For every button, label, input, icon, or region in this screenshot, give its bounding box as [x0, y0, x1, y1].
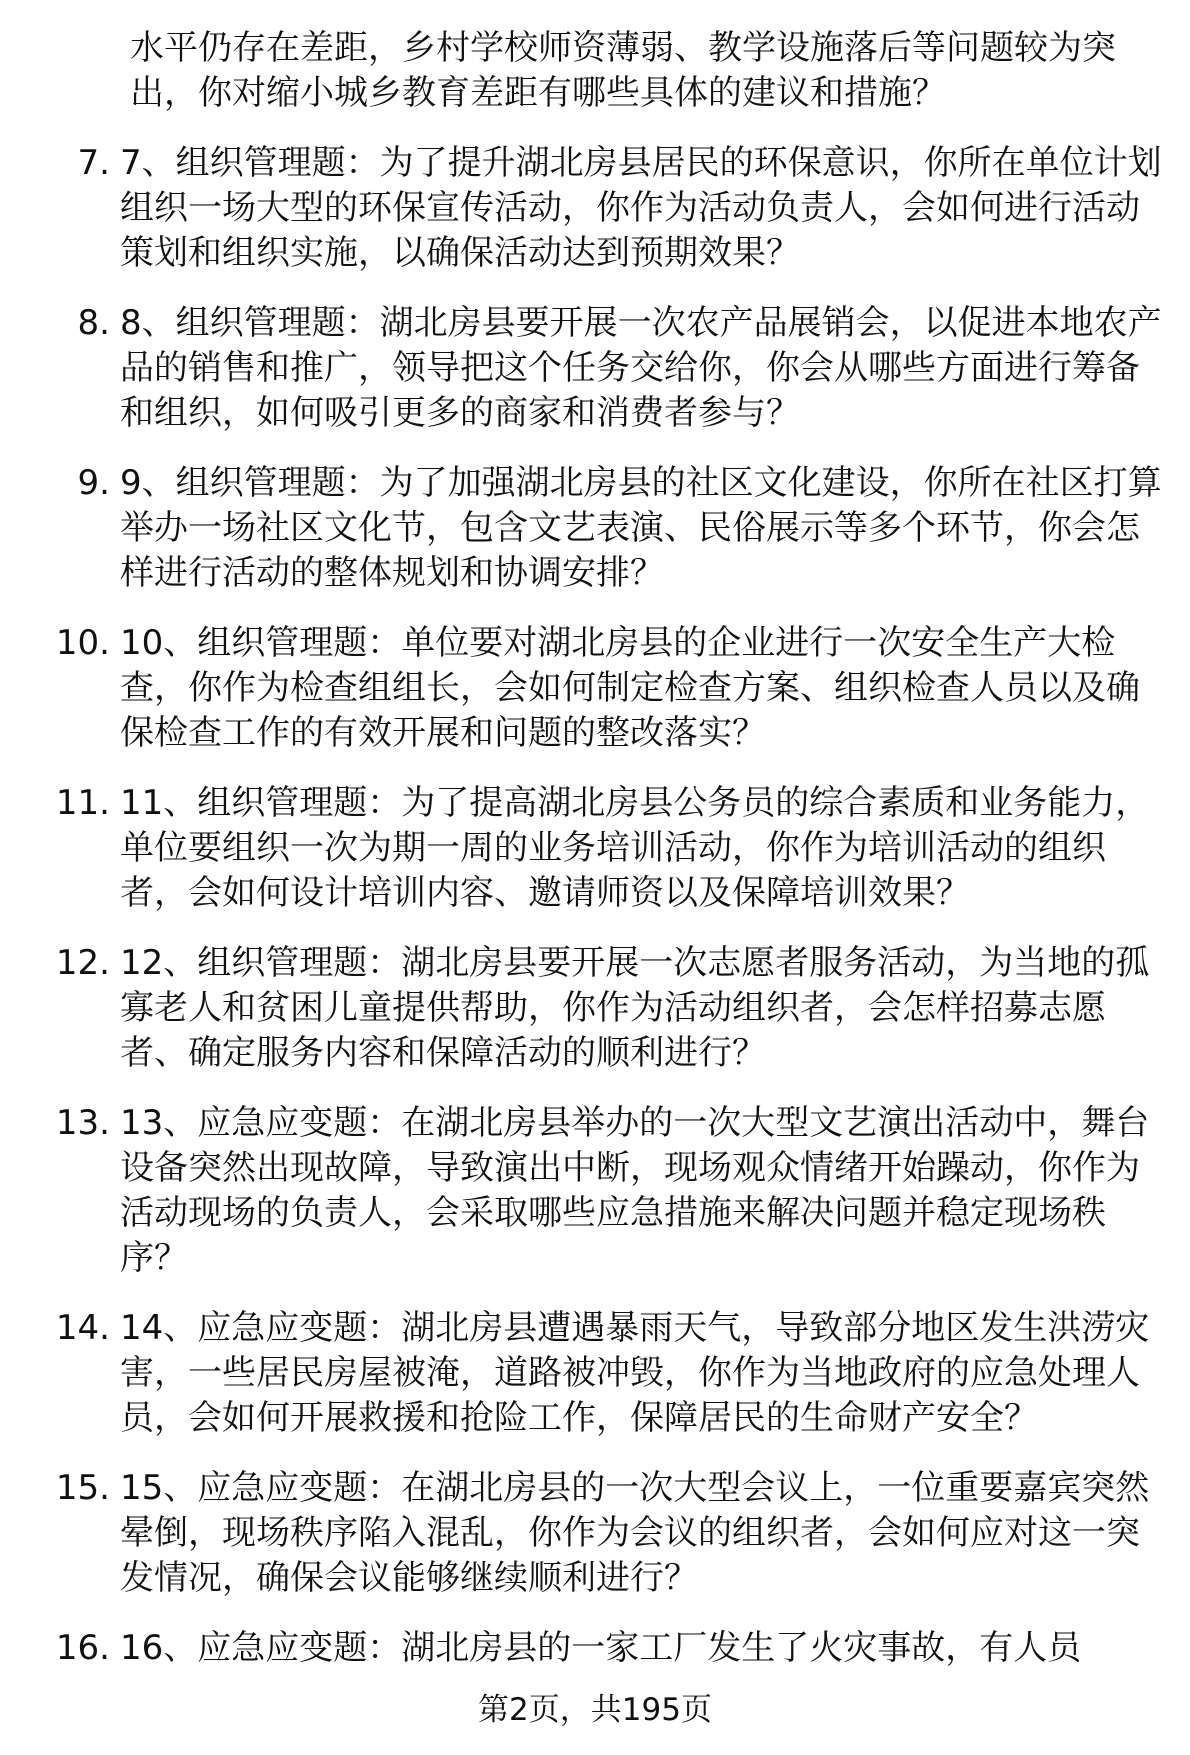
item-text: 16、应急应变题：湖北房县的一家工厂发生了火灾事故，有人员 [120, 1628, 1082, 1668]
item-number: 13. [55, 1103, 110, 1143]
item-number: 10. [55, 623, 110, 663]
list-item [0, 621, 1190, 756]
item-number: 14. [55, 1308, 110, 1348]
item-number: 15. [55, 1468, 110, 1508]
item-text: 14、应急应变题：湖北房县遭遇暴雨天气，导致部分地区发生洪涝灾害，一些居民房屋被淹，道路被冲毁，你作为当地政府的应急处理人员，会如何开展救援和抢险工作，保障居民的生命财产安全？ [120, 1308, 1150, 1438]
list-item [0, 941, 1190, 1076]
continued-paragraph: 水平仍存在差距，乡村学校师资薄弱、教学设施落后等问题较为突出，你对缩小城乡教育差距有哪些具体的建议和措施？ [130, 28, 1116, 113]
list-item [0, 781, 1190, 916]
item-number: 9. [77, 463, 110, 503]
question-list [0, 26, 1190, 1671]
item-text: 15、应急应变题：在湖北房县的一次大型会议上，一位重要嘉宾突然晕倒，现场秩序陷入混乱，你作为会议的组织者，会如何应对这一突发情况，确保会议能够继续顺利进行？ [120, 1468, 1150, 1598]
item-number: 8. [77, 303, 110, 343]
item-text: 7、组织管理题：为了提升湖北房县居民的环保意识，你所在单位计划组织一场大型的环保宣传活动，你作为活动负责人，会如何进行活动策划和组织实施，以确保活动达到预期效果？ [120, 143, 1162, 273]
list-item [0, 461, 1190, 596]
item-number: 12. [55, 943, 110, 983]
item-text: 11、组织管理题：为了提高湖北房县公务员的综合素质和业务能力，单位要组织一次为期一周的业务培训活动，你作为培训活动的组织者，会如何设计培训内容、邀请师资以及保障培训效果？ [120, 783, 1150, 913]
list-item [0, 1626, 1190, 1671]
item-text: 8、组织管理题：湖北房县要开展一次农产品展销会，以促进本地农产品的销售和推广，领导把这个任务交给你，你会从哪些方面进行筹备和组织，如何吸引更多的商家和消费者参与？ [120, 303, 1162, 433]
item-number: 11. [55, 783, 110, 823]
list-item [0, 1466, 1190, 1601]
item-number: 16. [55, 1628, 110, 1668]
list-item [0, 301, 1190, 436]
list-item [0, 1101, 1190, 1281]
item-text: 9、组织管理题：为了加强湖北房县的社区文化建设，你所在社区打算举办一场社区文化节，包含文艺表演、民俗展示等多个环节，你会怎样进行活动的整体规划和协调安排？ [120, 463, 1162, 593]
list-item [0, 1306, 1190, 1441]
item-text: 13、应急应变题：在湖北房县举办的一次大型文艺演出活动中，舞台设备突然出现故障，导致演出中断，现场观众情绪开始躁动，你作为活动现场的负责人，会采取哪些应急措施来解决问题并稳定现场秩序？ [120, 1103, 1150, 1278]
item-number: 7. [77, 143, 110, 183]
item-text: 10、组织管理题：单位要对湖北房县的企业进行一次安全生产大检查，你作为检查组组长，会如何制定检查方案、组织检查人员以及确保检查工作的有效开展和问题的整改落实？ [120, 623, 1140, 753]
list-item [0, 141, 1190, 276]
page-footer: 第2页，共195页 [478, 1692, 712, 1728]
item-text: 12、组织管理题：湖北房县要开展一次志愿者服务活动，为当地的孤寡老人和贫困儿童提供帮助，你作为活动组织者，会怎样招募志愿者、确定服务内容和保障活动的顺利进行？ [120, 943, 1150, 1073]
